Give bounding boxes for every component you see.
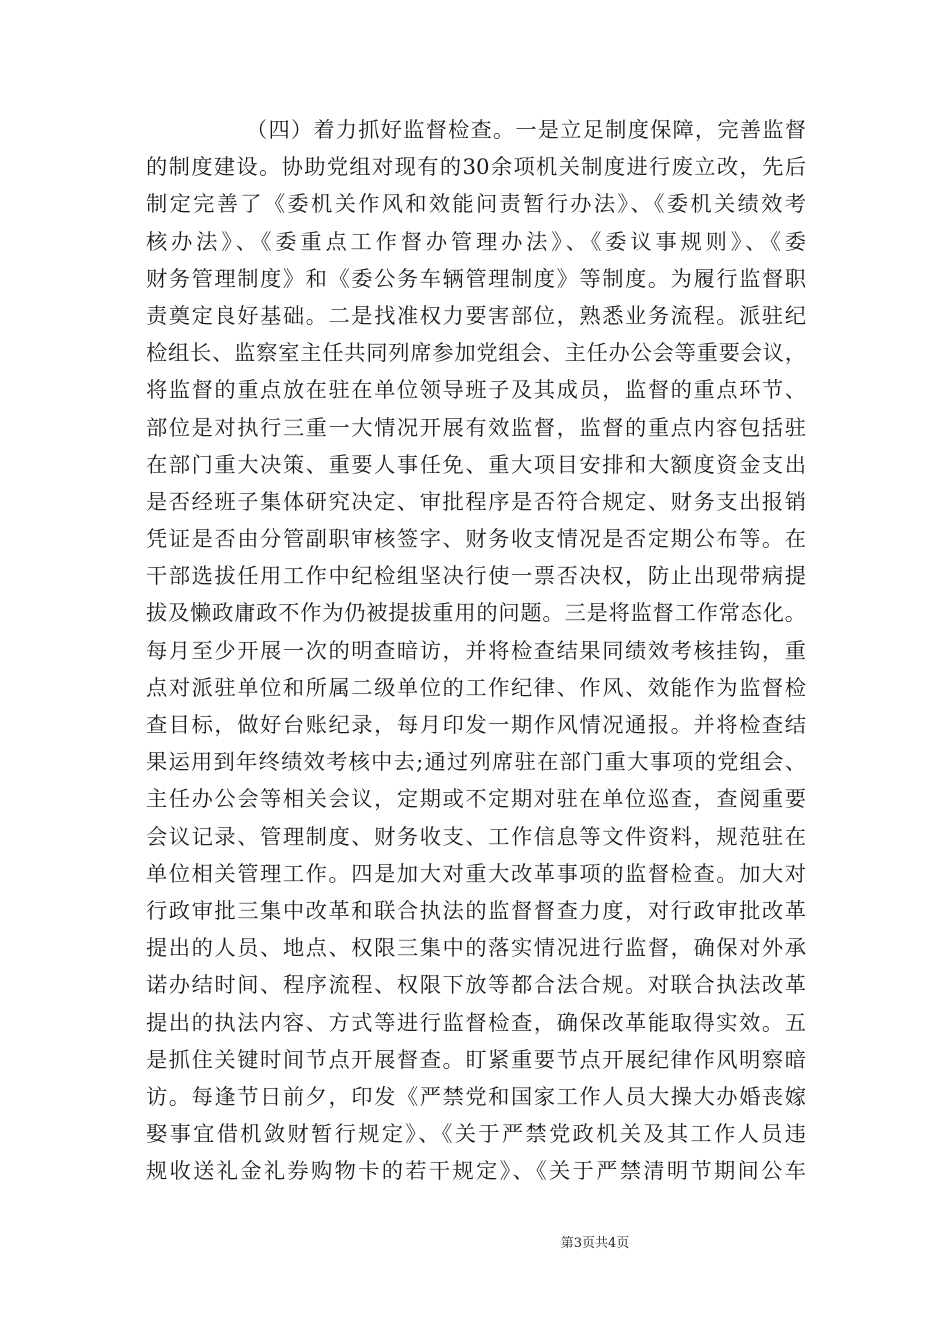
paragraph-line: 点对派驻单位和所属二级单位的工作纪律、作风、效能作为监督检	[146, 675, 806, 701]
body-paragraph	[146, 112, 806, 1190]
paragraph-line: 果运用到年终绩效考核中去;通过列席驻在部门重大事项的党组会、	[146, 750, 806, 776]
paragraph-line: 责奠定良好基础。二是找准权力要害部位，熟悉业务流程。派驻纪	[146, 303, 806, 329]
paragraph-line: 财务管理制度》和《委公务车辆管理制度》等制度。为履行监督职	[146, 266, 806, 292]
page-footer	[0, 1232, 950, 1251]
paragraph-line: 诺办结时间、程序流程、权限下放等都合法合规。对联合执法改革	[146, 973, 806, 999]
paragraph-line: 核办法》、《委重点工作督办管理办法》、《委议事规则》、《委	[146, 229, 806, 255]
paragraph-line: 制定完善了《委机关作风和效能问责暂行办法》、《委机关绩效考	[146, 192, 806, 218]
paragraph-line: 行政审批三集中改革和联合执法的监督督查力度，对行政审批改革	[146, 898, 806, 924]
paragraph-line: 是否经班子集体研究决定、审批程序是否符合规定、财务支出报销	[146, 489, 806, 515]
paragraph-line: 娶事宜借机敛财暂行规定》、《关于严禁党政机关及其工作人员违	[146, 1122, 806, 1148]
paragraph-line: 提出的执法内容、方式等进行监督检查，确保改革能取得实效。五	[146, 1010, 806, 1036]
paragraph-line: 每月至少开展一次的明查暗访，并将检查结果同绩效考核挂钩，重	[146, 638, 806, 664]
paragraph-line: 主任办公会等相关会议，定期或不定期对驻在单位巡查，查阅重要	[146, 787, 806, 813]
paragraph-line: 会议记录、管理制度、财务收支、工作信息等文件资料，规范驻在	[146, 824, 806, 850]
paragraph-line: 的制度建设。协助党组对现有的30余项机关制度进行废立改，先后	[146, 155, 806, 181]
paragraph-line: 将监督的重点放在驻在单位领导班子及其成员，监督的重点环节、	[146, 378, 806, 404]
paragraph-line: 单位相关管理工作。四是加大对重大改革事项的监督检查。加大对	[146, 861, 806, 887]
page-number: 第3页共4页	[560, 1236, 630, 1251]
paragraph-line: 凭证是否由分管副职审核签字、财务收支情况是否定期公布等。在	[146, 527, 806, 553]
paragraph-line: 部位是对执行三重一大情况开展有效监督，监督的重点内容包括驻	[146, 415, 806, 441]
paragraph-line: 拔及懒政庸政不作为仍被提拔重用的问题。三是将监督工作常态化。	[146, 601, 806, 627]
paragraph-line: 在部门重大决策、重要人事任免、重大项目安排和大额度资金支出	[146, 452, 806, 478]
paragraph-line: 是抓住关键时间节点开展督查。盯紧重要节点开展纪律作风明察暗	[146, 1047, 806, 1073]
paragraph-line: （四）着力抓好监督检查。一是立足制度保障，完善监督	[246, 118, 806, 143]
paragraph-line: 干部选拔任用工作中纪检组坚决行使一票否决权，防止出现带病提	[146, 564, 806, 590]
paragraph-line: 访。每逢节日前夕，印发《严禁党和国家工作人员大操大办婚丧嫁	[146, 1084, 806, 1110]
paragraph-line: 规收送礼金礼券购物卡的若干规定》、《关于严禁清明节期间公车	[146, 1159, 806, 1185]
paragraph-line: 查目标，做好台账纪录，每月印发一期作风情况通报。并将检查结	[146, 713, 806, 738]
paragraph-line: 提出的人员、地点、权限三集中的落实情况进行监督，确保对外承	[146, 936, 806, 962]
paragraph-line: 检组长、监察室主任共同列席参加党组会、主任办公会等重要会议，	[146, 341, 806, 367]
